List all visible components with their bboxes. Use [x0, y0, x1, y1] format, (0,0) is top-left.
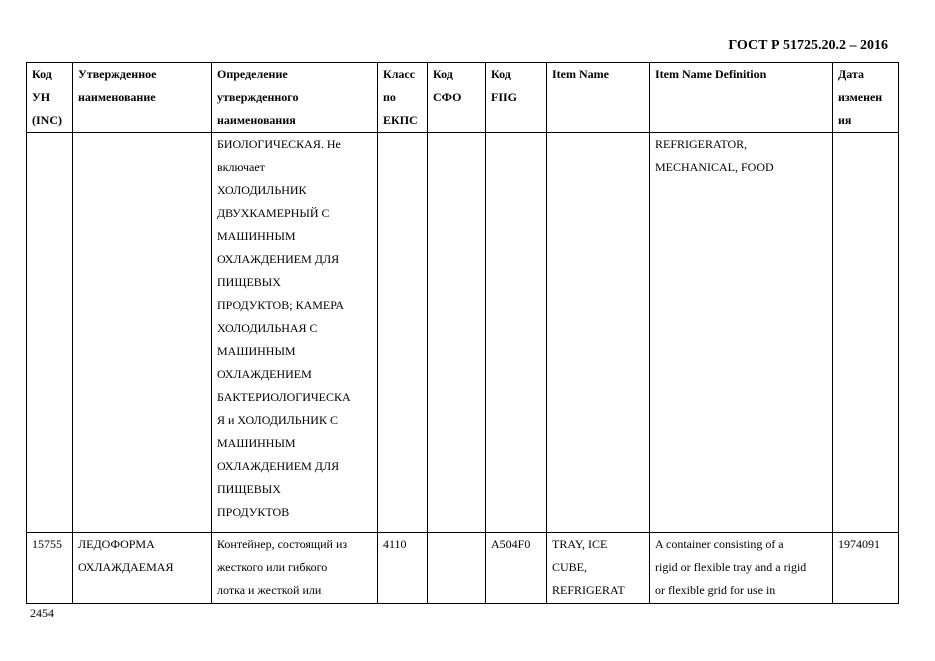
column-header-sfo-code: Код СФО: [428, 63, 486, 133]
column-header-definition: Определение утвержденного наименования: [212, 63, 378, 133]
classification-table: [26, 62, 899, 604]
column-header-inc: Код УН (INC): [27, 63, 73, 133]
cell-fiig-code: [486, 133, 547, 533]
cell-class: 4110: [378, 532, 428, 603]
cell-item-name-definition: REFRIGERATOR, MECHANICAL, FOOD: [650, 133, 833, 533]
table-header-row: [27, 63, 899, 133]
cell-fiig-code: A504F0: [486, 532, 547, 603]
document-standard-code: ГОСТ Р 51725.20.2 – 2016: [728, 38, 888, 53]
column-header-item-name: Item Name: [547, 63, 650, 133]
cell-sfo-code: [428, 133, 486, 533]
page-number: 2454: [30, 606, 54, 620]
cell-inc: [27, 133, 73, 533]
column-header-fiig-code: Код FIIG: [486, 63, 547, 133]
table-row: [27, 133, 899, 533]
cell-approved-name: [73, 133, 212, 533]
column-header-item-name-definition: Item Name Definition: [650, 63, 833, 133]
cell-approved-name: ЛЕДОФОРМА ОХЛАЖДАЕМАЯ: [73, 532, 212, 603]
cell-item-name-definition: A container consisting of a rigid or flexible tray and a rigid or flexible grid for use in: [650, 532, 833, 603]
cell-change-date: 1974091: [833, 532, 899, 603]
cell-definition: Контейнер, состоящий из жесткого или гибкого лотка и жесткой или: [212, 532, 378, 603]
table-row: [27, 532, 899, 603]
cell-inc: 15755: [27, 532, 73, 603]
cell-change-date: [833, 133, 899, 533]
column-header-class: Класс по ЕКПС: [378, 63, 428, 133]
column-header-approved-name: Утвержденное наименование: [73, 63, 212, 133]
cell-item-name: [547, 133, 650, 533]
cell-item-name: TRAY, ICE CUBE, REFRIGERAT: [547, 532, 650, 603]
cell-sfo-code: [428, 532, 486, 603]
cell-class: [378, 133, 428, 533]
cell-definition: БИОЛОГИЧЕСКАЯ. Не включает ХОЛОДИЛЬНИК ДВУХКАМЕРНЫЙ С МАШИННЫМ ОХЛАЖДЕНИЕМ ДЛЯ ПИЩЕВЫХ ПРОДУКТОВ; КАМЕРА ХОЛОДИЛЬНАЯ С МАШИННЫМ ОХЛАЖДЕНИЕМ БАКТЕРИОЛОГИЧЕСКА Я и ХОЛОДИЛЬНИК С МАШИННЫМ ОХЛАЖДЕНИЕМ ДЛЯ ПИЩЕВЫХ ПРОДУКТОВ: [212, 133, 378, 533]
column-header-change-date: Дата изменен ия: [833, 63, 899, 133]
